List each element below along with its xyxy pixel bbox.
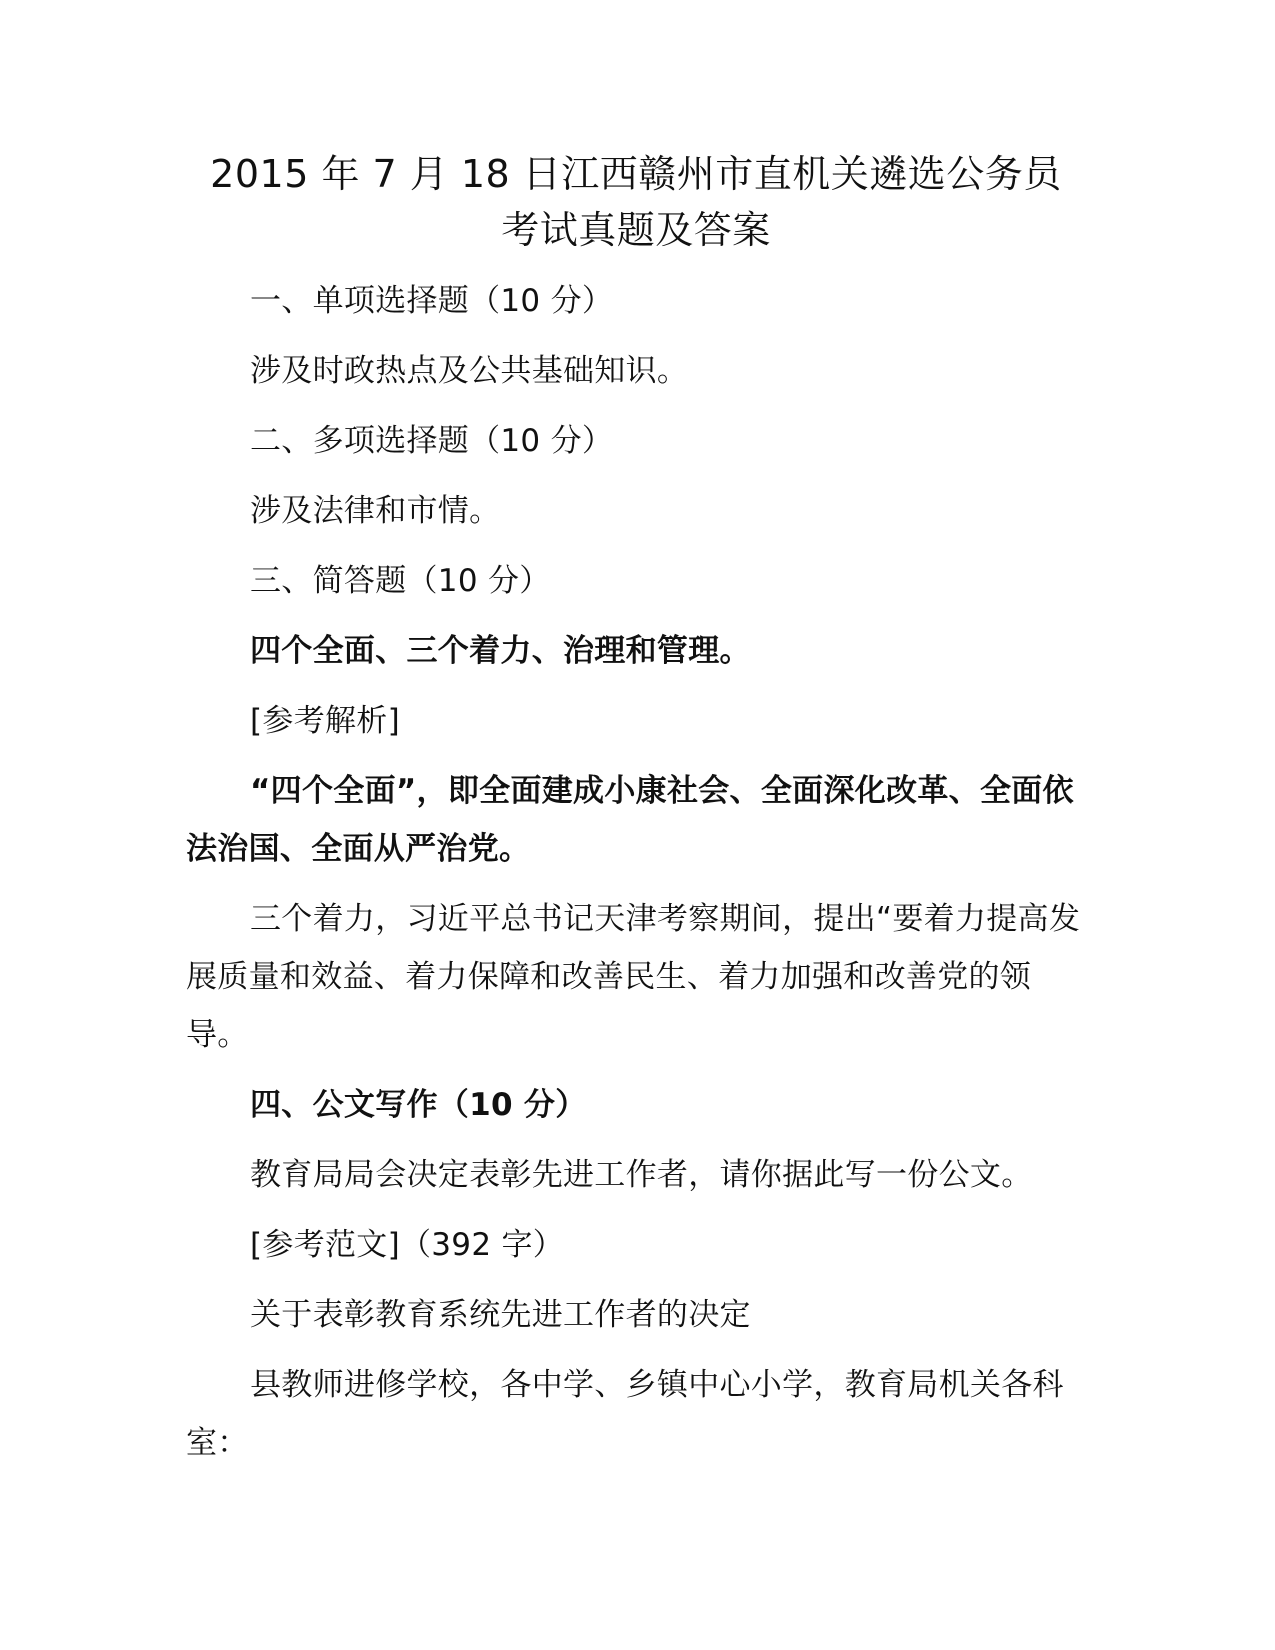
sample-document-addressees: 县教师进修学校，各中学、乡镇中心小学，教育局机关各科室： <box>186 1367 1064 1461</box>
reference-sample-label: [参考范文]（392 字） <box>250 1227 565 1263</box>
section-heading-official-writing: 四、公文写作（10 分） <box>250 1087 587 1123</box>
title-line-1: 2015 年 7 月 18 日江西赣州市直机关遴选公务员 <box>210 152 1062 196</box>
paragraph-single-choice-scope: 涉及时政热点及公共基础知识。 <box>250 353 689 389</box>
title-line-2: 考试真题及答案 <box>501 208 771 252</box>
paragraph-short-answer-topics: 四个全面、三个着力、治理和管理。 <box>250 633 751 669</box>
document-body <box>186 146 1086 1472</box>
paragraph-three-focuses: 三个着力，习近平总书记天津考察期间，提出“要着力提高发展质量和效益、着力保障和改善民生、着力加强和改善党的领导。 <box>186 901 1081 1053</box>
paragraph-multiple-choice-scope: 涉及法律和市情。 <box>250 493 501 529</box>
paragraph-four-comprehensives: “四个全面”，即全面建成小康社会、全面深化改革、全面依法治国、全面从严治党。 <box>186 773 1074 867</box>
document-title <box>186 146 1086 258</box>
sample-document-title: 关于表彰教育系统先进工作者的决定 <box>250 1297 751 1333</box>
section-heading-multiple-choice: 二、多项选择题（10 分） <box>250 423 614 459</box>
reference-analysis-label: [参考解析] <box>250 703 400 739</box>
section-heading-single-choice: 一、单项选择题（10 分） <box>250 283 614 319</box>
section-heading-short-answer: 三、简答题（10 分） <box>250 563 551 599</box>
paragraph-writing-task: 教育局局会决定表彰先进工作者，请你据此写一份公文。 <box>250 1157 1033 1193</box>
